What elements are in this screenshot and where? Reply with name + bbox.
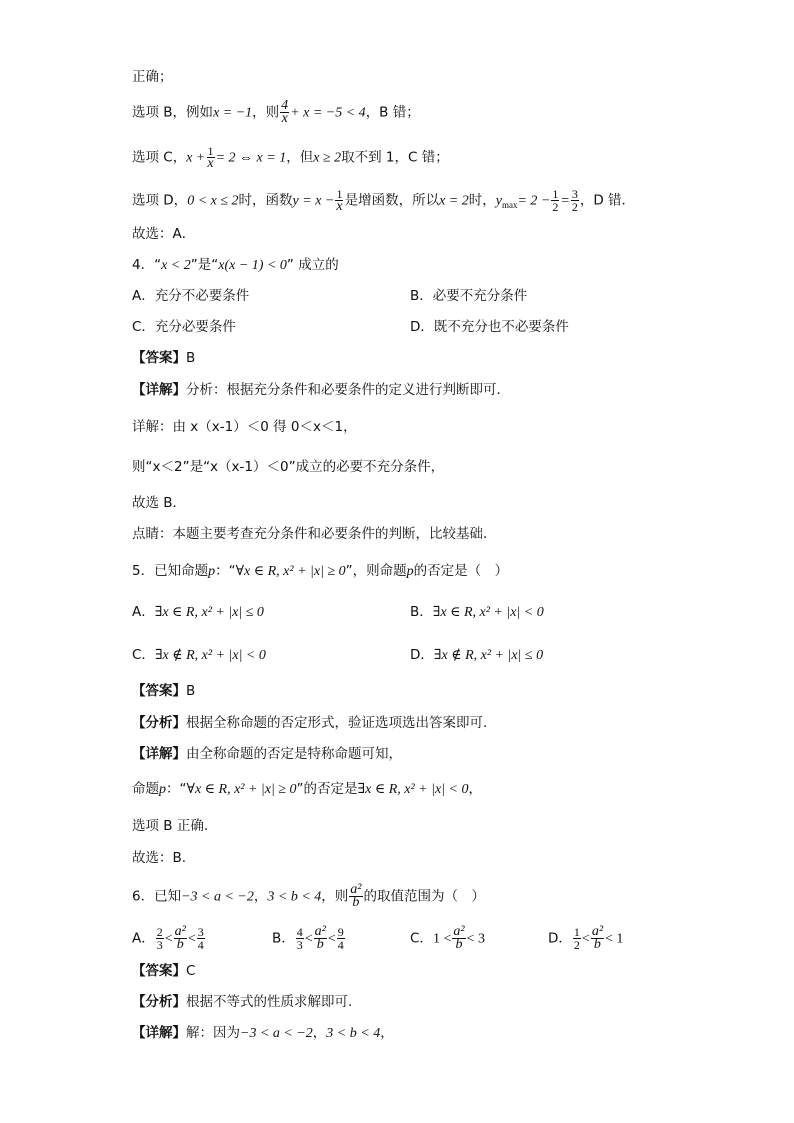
text-line [132, 525, 497, 543]
text-span: 3 [197, 925, 204, 939]
text-span: ”是“ [190, 257, 219, 273]
text-span: 详解：由 x（x-1）＜0 得 0＜x＜1， [132, 419, 357, 435]
text-line [132, 68, 173, 86]
text-span: 故选：B. [132, 850, 187, 866]
text-span: x = −1 [213, 105, 253, 121]
text-span: 根据全称命题的否定形式，验证选项选出答案即可. [186, 715, 488, 731]
answer-line [132, 962, 195, 980]
fraction [280, 100, 289, 125]
text-line [132, 225, 195, 243]
text-span: 9 [337, 925, 344, 939]
subscript: max [501, 200, 518, 211]
text-span: y = x − [292, 193, 335, 209]
text-span: 根据不等式的性质求解即可. [186, 994, 353, 1010]
text-span: 1 < [432, 931, 452, 947]
text-span: 由全称命题的否定是特称命题可知， [186, 746, 402, 762]
option-c [132, 646, 266, 665]
text-span: 选项 D， [132, 192, 188, 209]
text-span: ，则 [321, 888, 349, 905]
option-b: B．必要不充分条件 [410, 288, 528, 304]
text-line [132, 780, 482, 799]
analysis-line [132, 714, 487, 732]
text-span: ， [312, 1025, 327, 1041]
text-span: ∃x ∈ R, x² + |x| < 0 [432, 605, 544, 620]
text-span: ∃x ∈ R, x² + |x| < 0 [357, 782, 469, 797]
text-span: D． [410, 647, 434, 663]
fraction [452, 926, 465, 951]
text-span: 【答案】 [132, 350, 186, 366]
fraction [296, 926, 304, 951]
text-span: 4 [337, 938, 344, 952]
option-d [410, 646, 543, 665]
text-line [132, 145, 449, 170]
option-b [272, 926, 346, 951]
option-a [132, 926, 206, 951]
text-span: B [186, 683, 196, 699]
text-span: ” 成立的 [286, 257, 339, 273]
text-span: + x = −5 < 4 [290, 105, 366, 121]
fraction [156, 926, 164, 951]
text-span: < 1 [605, 931, 624, 947]
text-span: C． [410, 930, 433, 947]
text-span: 1 [207, 144, 214, 158]
text-span: ，D 错． [579, 192, 636, 209]
text-span: ：“ [166, 781, 187, 797]
text-span: 选项 B，例如 [132, 104, 214, 121]
text-span: < [327, 931, 336, 947]
text-span: x ≥ 2 [313, 150, 342, 166]
fraction [337, 926, 345, 951]
text-span: a² [591, 924, 604, 939]
text-span: 2 [552, 200, 559, 214]
text-span: 分析：根据充分条件和必要条件的定义进行判断即可． [186, 382, 510, 398]
text-span: 的否定是（ ） [413, 563, 509, 579]
text-span: 2 [571, 200, 578, 214]
text-span: b [455, 937, 463, 952]
detail-line [132, 1024, 394, 1043]
text-span: ：“ [215, 563, 236, 579]
text-line [132, 188, 635, 214]
fraction [206, 145, 214, 170]
fraction [551, 188, 559, 213]
text-span: 是增函数，所以 [344, 192, 440, 209]
text-span: < [187, 931, 196, 947]
text-line [132, 817, 208, 835]
text-span: x [281, 111, 288, 126]
option-c: C．充分必要条件 [132, 319, 236, 335]
text-span: 的取值范围为（ ） [363, 888, 485, 905]
text-span: 时，函数 [238, 192, 293, 209]
text-span: b [352, 895, 360, 910]
text-span: ， [468, 781, 482, 797]
fraction [571, 188, 579, 213]
text-span: 0 < x ≤ 2 [187, 193, 239, 209]
option-d [548, 926, 623, 951]
text-span: 【详解】 [132, 1025, 186, 1041]
text-span: 【答案】 [132, 963, 186, 979]
text-span: p [406, 564, 414, 579]
text-span: b [316, 937, 324, 952]
text-span: D． [548, 930, 572, 947]
answer-line [132, 682, 195, 700]
question-6 [132, 884, 485, 909]
text-span: ”，则命题 [345, 563, 407, 579]
text-span: ，但 [286, 149, 314, 166]
text-span: 解：因为 [186, 1025, 240, 1041]
text-span: 4．“ [132, 257, 162, 273]
analysis-line [132, 993, 352, 1011]
text-span: C． [132, 647, 155, 663]
text-span: a² [350, 882, 362, 897]
text-span: ，则 [252, 104, 280, 121]
text-span: ， [380, 1025, 394, 1041]
text-span: 正确； [132, 69, 173, 85]
option-a: A．充分不必要条件 [132, 288, 250, 304]
text-span: 1 [573, 925, 580, 939]
text-span: 故选 B． [132, 495, 187, 511]
text-span: ∀x ∈ R, x² + |x| ≥ 0 [186, 782, 297, 797]
fraction [314, 926, 327, 951]
option-d: D．既不充分也不必要条件 [410, 319, 569, 335]
text-span: A． [132, 604, 155, 620]
text-span: ∀x ∈ R, x² + |x| ≥ 0 [235, 564, 346, 579]
text-span: a² [314, 924, 326, 939]
text-span: 4 [296, 925, 303, 939]
text-span: ∃x ∈ R, x² + |x| ≤ 0 [154, 605, 264, 620]
text-span: 6．已知 [132, 888, 182, 905]
text-span: ∃x ∉ R, x² + |x| < 0 [154, 648, 266, 663]
text-span: b [176, 937, 184, 952]
text-span: p [159, 782, 166, 797]
text-span: x(x − 1) < 0 [218, 258, 287, 273]
option-b [410, 603, 544, 622]
option-c [410, 926, 485, 951]
text-span: ”的否定是 [296, 781, 358, 797]
text-span: 2 [156, 925, 163, 939]
text-span: y [495, 193, 502, 209]
text-line [132, 494, 186, 512]
text-span: < [581, 931, 590, 947]
text-span: 取不到 1，C 错； [341, 149, 449, 166]
text-span: 4 [197, 938, 204, 952]
detail-line [132, 381, 510, 399]
text-span: 则“x＜2”是“x（x-1）＜0”成立的必要不充分条件， [132, 459, 445, 475]
fraction [335, 188, 343, 213]
text-span: 【详解】 [132, 382, 186, 398]
text-span: x [207, 156, 214, 171]
fraction [174, 926, 187, 951]
text-span: 【分析】 [132, 715, 186, 731]
text-span: x < 2 [161, 258, 191, 273]
text-span: < [164, 931, 173, 947]
text-span: a² [174, 924, 186, 939]
text-span: 选项 B 正确. [132, 818, 209, 834]
text-span: 1 [336, 187, 343, 201]
text-span: 4 [281, 98, 289, 113]
text-span: x [336, 199, 343, 214]
detail-line [132, 745, 402, 763]
text-span: C [186, 963, 196, 979]
text-span: −3 < a < −2 [181, 889, 254, 905]
text-span: 选项 C， [132, 149, 187, 166]
text-line [132, 849, 186, 867]
text-span: −3 < a < −2 [240, 1026, 313, 1041]
text-span: 【答案】 [132, 683, 186, 699]
fraction [349, 884, 362, 909]
text-span: 3 < b < 4 [267, 889, 322, 905]
text-span: 3 < b < 4 [326, 1026, 381, 1041]
text-span: ， [253, 888, 268, 905]
text-line [132, 418, 357, 436]
text-span: B． [272, 930, 295, 947]
text-span: 命题 [132, 781, 159, 797]
text-span: 时， [468, 192, 496, 209]
text-span: 3 [296, 938, 303, 952]
text-span: = 2 ⇔ x = 1 [215, 150, 287, 166]
text-span: x + [186, 150, 206, 166]
text-span: < [304, 931, 313, 947]
text-span: 3 [156, 938, 163, 952]
option-a [132, 603, 264, 622]
text-span: < 3 [466, 931, 485, 947]
text-span: B． [410, 604, 433, 620]
text-span: A． [132, 930, 155, 947]
text-span: = [560, 193, 570, 209]
text-span: ，B 错； [365, 104, 420, 121]
text-span: 故选：A． [132, 226, 196, 242]
text-span: 【分析】 [132, 994, 186, 1010]
text-span: 1 [552, 187, 559, 201]
text-span: x = 2 [439, 193, 469, 209]
fraction [197, 926, 205, 951]
text-span: ∃x ∉ R, x² + |x| ≤ 0 [433, 648, 544, 663]
text-span: 3 [571, 187, 578, 201]
text-line [132, 100, 420, 125]
text-span: a² [453, 924, 465, 939]
text-span: 点睛：本题主要考查充分条件和必要条件的判断，比较基础． [132, 526, 497, 542]
fraction [591, 926, 604, 951]
text-line [132, 458, 444, 476]
text-span: 【详解】 [132, 746, 186, 762]
text-span: b [593, 937, 601, 952]
text-span: B [186, 350, 196, 366]
answer-line [132, 349, 195, 367]
text-span: = 2 − [517, 193, 551, 209]
text-span: p [208, 564, 216, 579]
text-span: 2 [573, 938, 580, 952]
fraction [573, 926, 581, 951]
question-5 [132, 562, 508, 581]
text-span: 5．已知命题 [132, 563, 209, 579]
question-4 [132, 256, 339, 275]
